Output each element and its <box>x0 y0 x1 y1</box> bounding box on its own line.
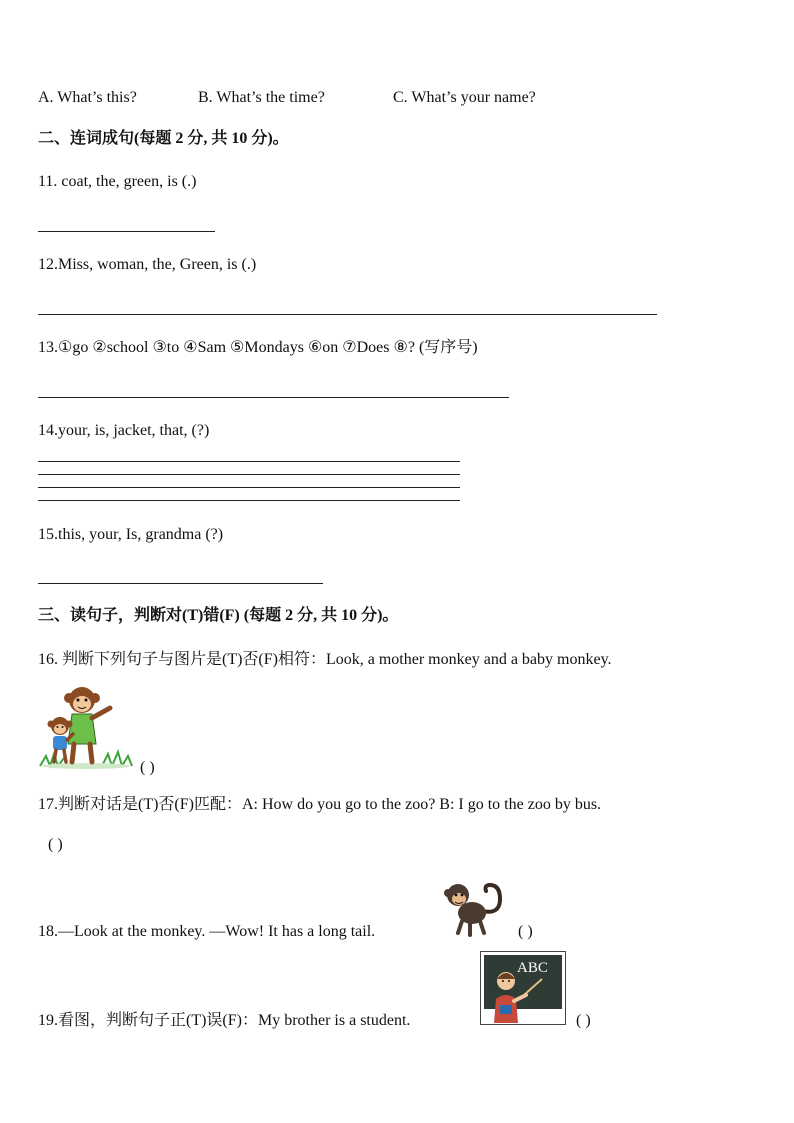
answer-line-13[interactable] <box>38 397 509 398</box>
section-2-heading: 二、连词成句(每题 2 分, 共 10 分)。 <box>38 130 289 147</box>
answer-paren-18[interactable]: ( ) <box>518 923 533 940</box>
answer-line-15[interactable] <box>38 583 323 584</box>
answer-paren-19[interactable]: ( ) <box>576 1012 591 1029</box>
question-18: 18.—Look at the monkey. —Wow! It has a long tail. <box>38 923 376 940</box>
question-12: 12.Miss, woman, the, Green, is (.) <box>38 256 257 273</box>
answer-paren-16[interactable]: ( ) <box>140 759 155 776</box>
answer-line-14d[interactable] <box>38 500 460 501</box>
answer-line-14b[interactable] <box>38 474 460 475</box>
option-c: C. What’s your name? <box>393 89 536 106</box>
answer-paren-17[interactable]: ( ) <box>48 836 63 853</box>
option-a: A. What’s this? <box>38 89 137 106</box>
answer-line-14c[interactable] <box>38 487 460 488</box>
question-16: 16. 判断下列句子与图片是(T)否(F)相符：Look, a mother monkey and a baby monkey. <box>38 651 612 668</box>
answer-line-14a[interactable] <box>38 461 460 462</box>
answer-line-11[interactable] <box>38 231 215 232</box>
question-11: 11. coat, the, green, is (.) <box>38 173 197 190</box>
answer-line-12[interactable] <box>38 314 657 315</box>
question-17: 17.判断对话是(T)否(F)匹配：A: How do you go to the zoo? B: I go to the zoo by bus. <box>38 796 602 813</box>
monkey-long-tail-image <box>442 875 508 937</box>
teacher-chalkboard-image <box>480 951 566 1025</box>
question-19: 19.看图，判断句子正(T)误(F)：My brother is a student. <box>38 1012 411 1029</box>
question-13: 13.①go ②school ③to ④Sam ⑤Mondays ⑥on ⑦Does ⑧? (写序号) <box>38 339 478 356</box>
option-b: B. What’s the time? <box>198 89 325 106</box>
monkey-mother-baby-image <box>38 682 133 770</box>
chalkboard-text: ABC <box>517 960 548 976</box>
section-3-heading: 三、读句子，判断对(T)错(F) (每题 2 分, 共 10 分)。 <box>38 607 399 624</box>
question-14: 14.your, is, jacket, that, (?) <box>38 422 210 439</box>
question-15: 15.this, your, Is, grandma (?) <box>38 526 224 543</box>
